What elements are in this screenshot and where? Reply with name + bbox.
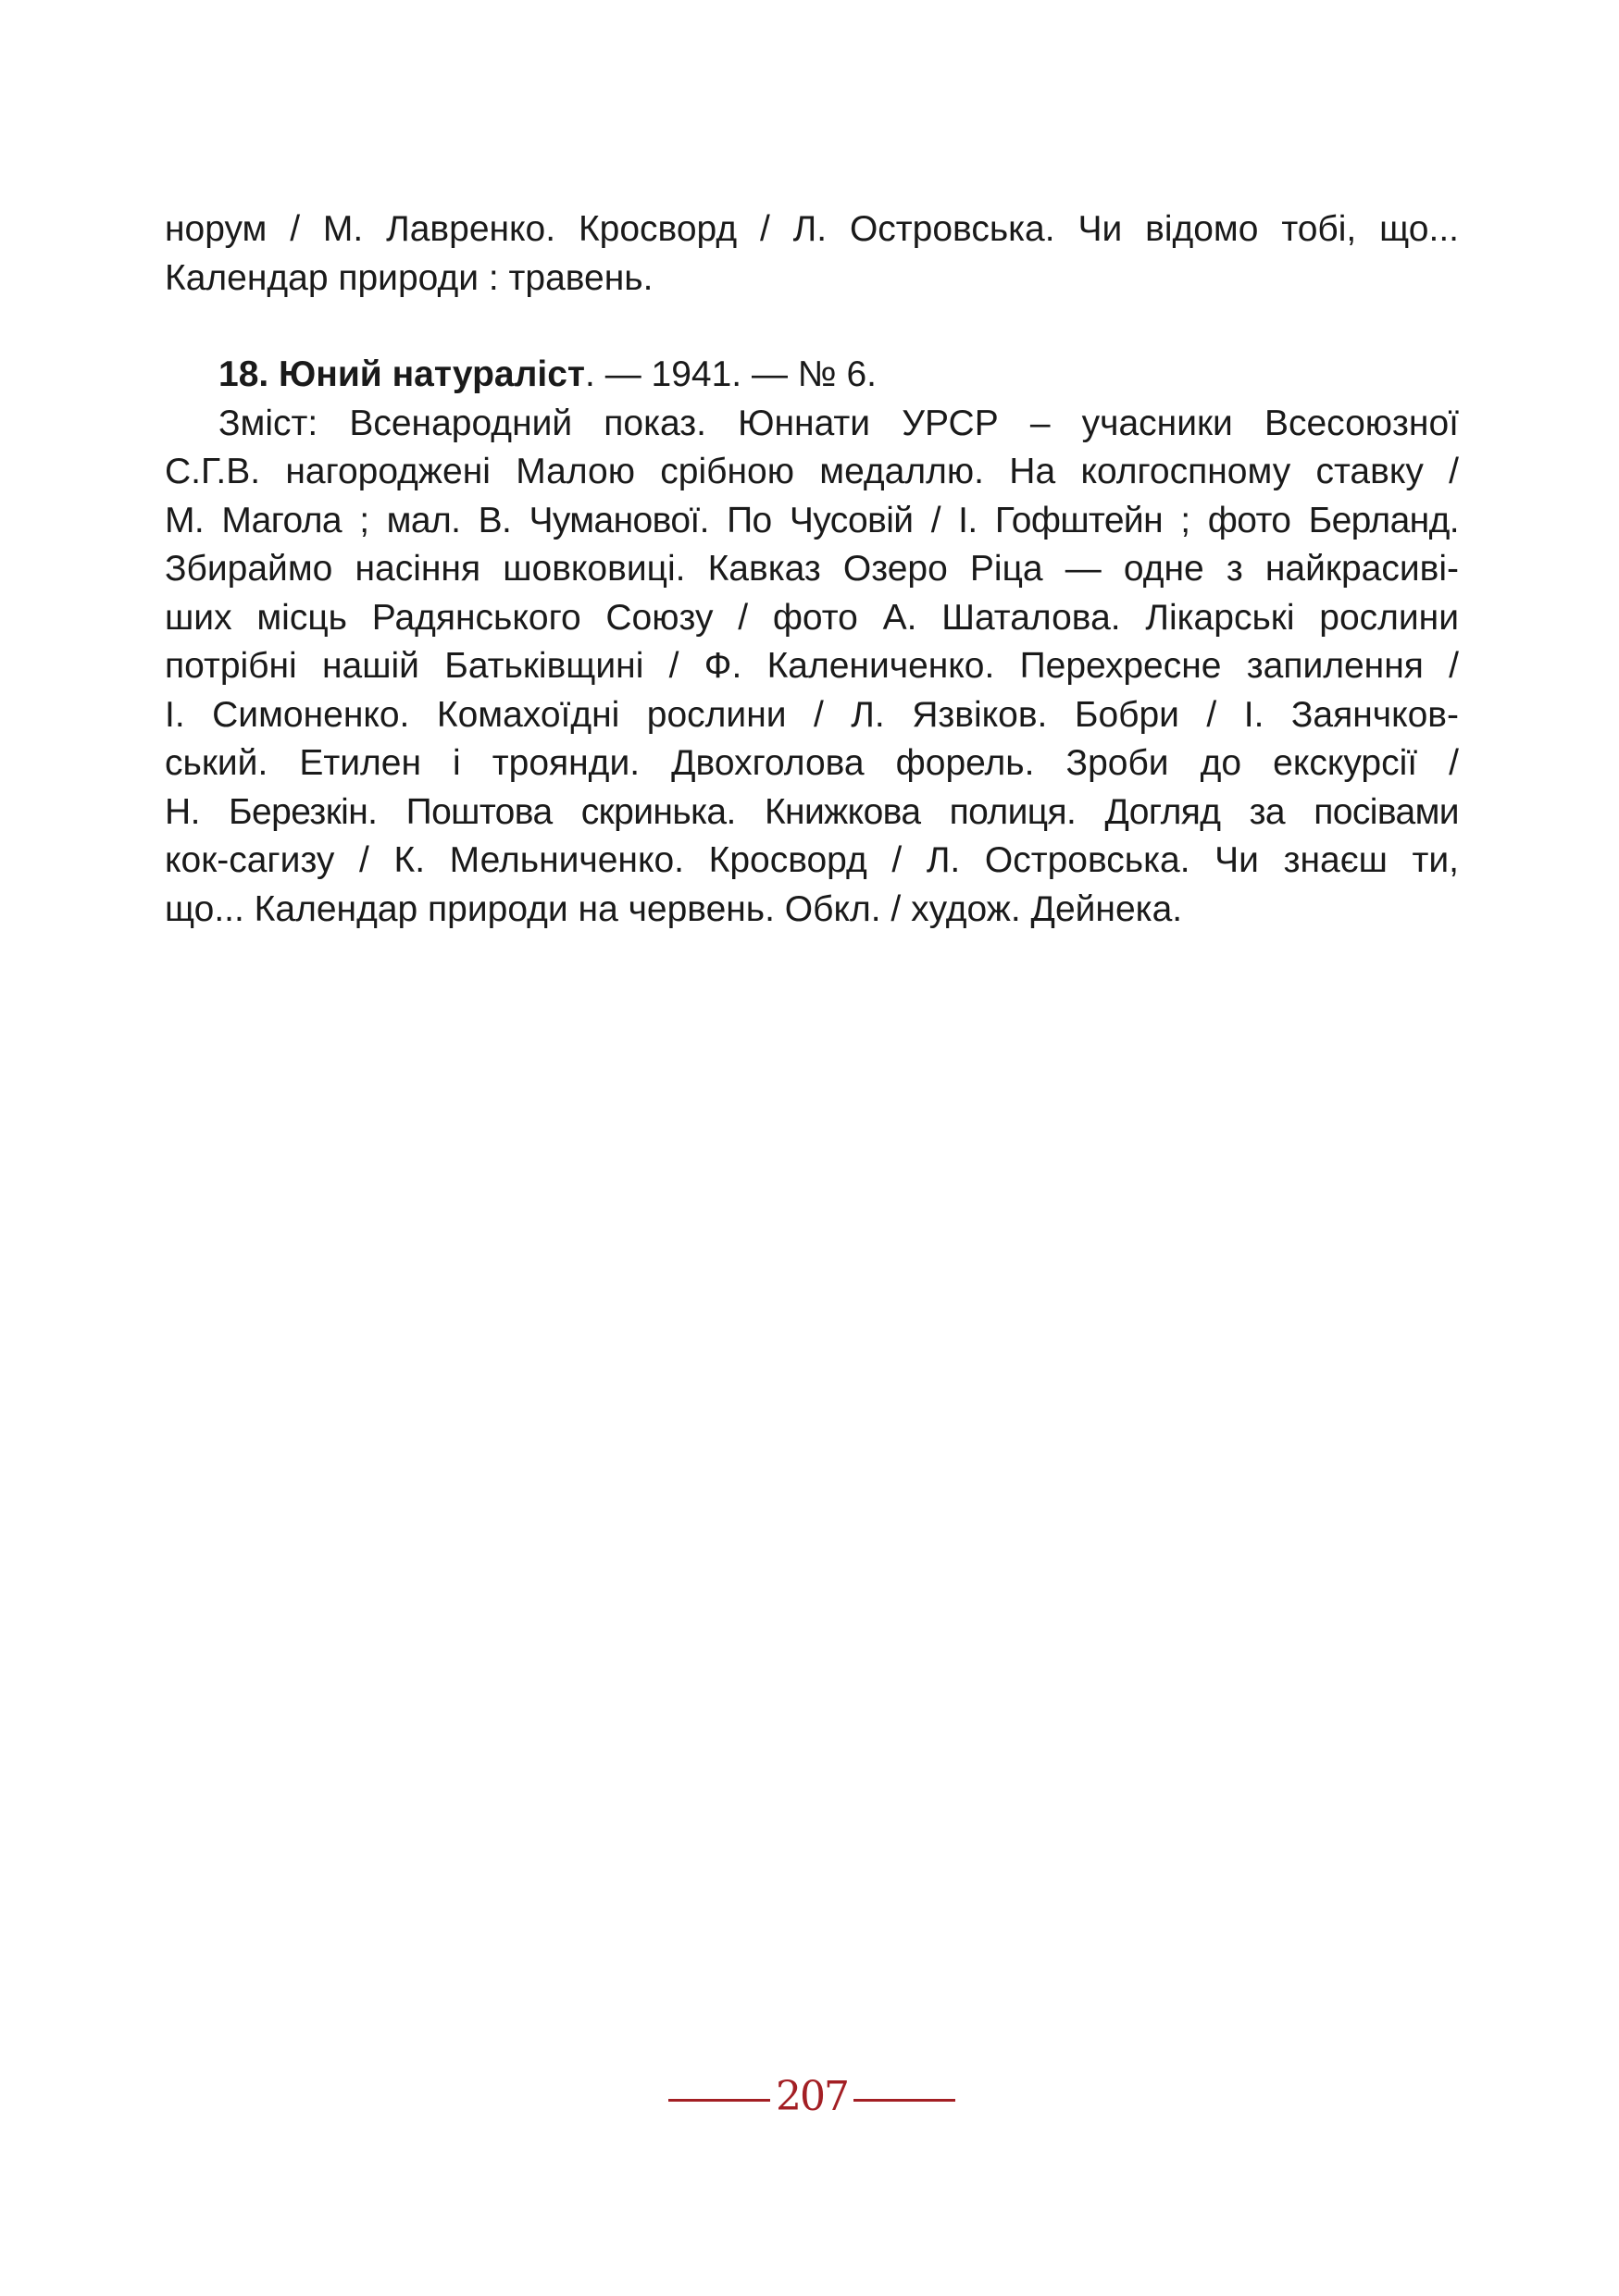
continuation-line: Календар природи : травень. <box>165 257 654 298</box>
left-ornament-rule <box>668 2099 770 2102</box>
contents-line: Н. Березкін. Поштова скринька. Книжкова полиця. Догляд за посівами <box>165 791 1459 832</box>
right-ornament-rule <box>853 2099 955 2102</box>
contents-line: потрібні нашій Батьківщині / Ф. Калениченко. Перехресне запилення / <box>165 646 1459 686</box>
entry-heading <box>165 351 1459 400</box>
paragraph-gap <box>165 303 1459 351</box>
contents-line: що... Календар природи на червень. Обкл. / худож. Дейнека. <box>165 888 1183 929</box>
page-number: 207 <box>776 2073 848 2120</box>
entry-contents <box>165 400 1459 935</box>
contents-line: Зміст: Всенародний показ. Юннати УРСР – учасники Всесоюзної <box>218 403 1459 443</box>
contents-line: ших місць Радянського Союзу / фото А. Шаталова. Лікарські рослини <box>165 597 1459 638</box>
continuation-line: норум / М. Лавренко. Кросворд / Л. Островська. Чи відомо тобі, що... <box>165 209 1459 249</box>
contents-line: М. Магола ; мал. В. Чуманової. По Чусовій / І. Гофштейн ; фото Берланд. <box>165 500 1459 540</box>
entry-number-title: 18. Юний натураліст <box>218 354 586 394</box>
contents-line: ський. Етилен і троянди. Двохголова форель. Зроби до екскурсії / <box>165 743 1459 783</box>
entry-issue: . — 1941. — № 6. <box>585 354 878 394</box>
page-number-footer <box>668 2071 955 2127</box>
contents-line: Збираймо насіння шовковиці. Кавказ Озеро Ріца — одне з найкрасиві- <box>165 549 1459 589</box>
text-block <box>165 205 1459 934</box>
continuation-paragraph <box>165 205 1459 303</box>
contents-line: кок-сагизу / К. Мельниченко. Кросворд / Л. Островська. Чи знаєш ти, <box>165 840 1459 880</box>
contents-line: С.Г.В. нагороджені Малою срібною медаллю. На колгоспному ставку / <box>165 452 1459 491</box>
contents-line: І. Симоненко. Комахоїдні рослини / Л. Язвіков. Бобри / І. Заянчков- <box>165 694 1459 735</box>
